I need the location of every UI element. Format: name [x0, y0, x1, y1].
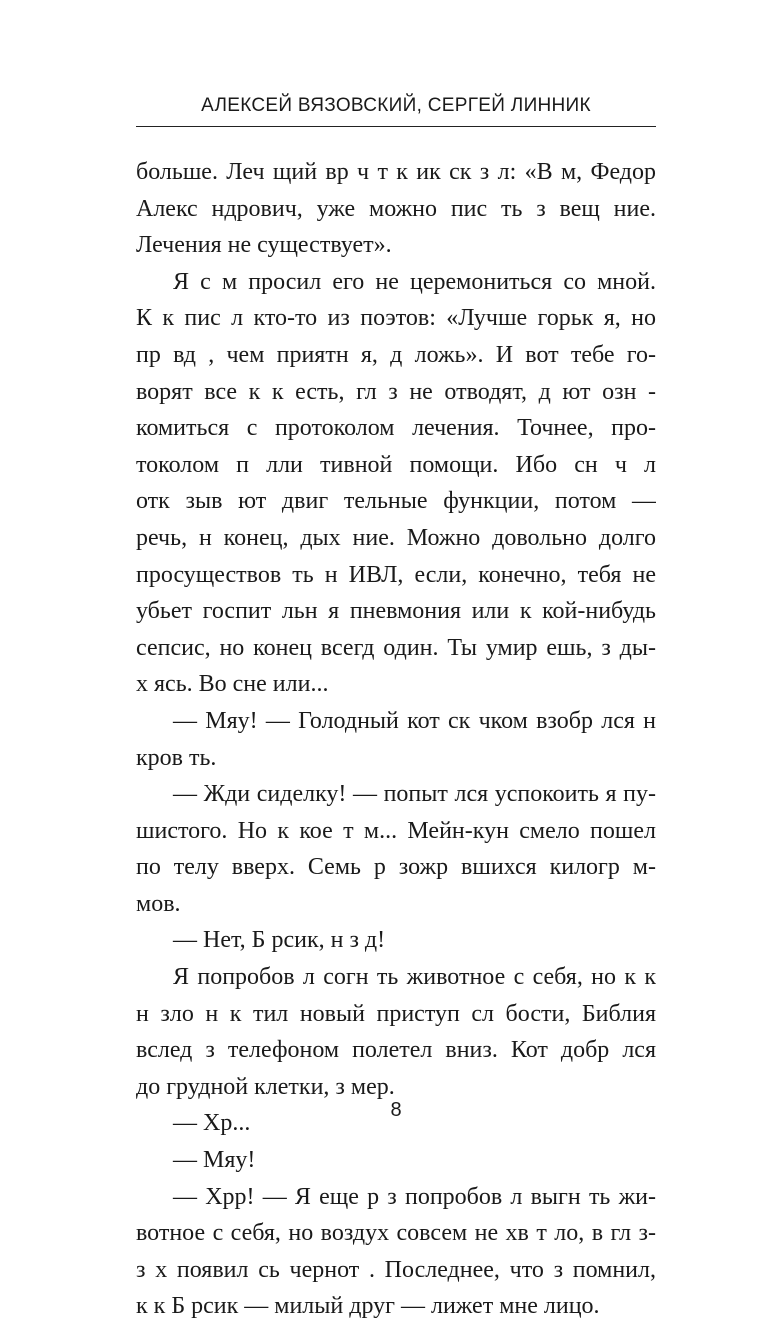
page-number: 8 [390, 1099, 402, 1121]
text-line: мов. [136, 890, 181, 917]
text-line: просуществов ть н ИВЛ, если, конечно, тебя не [136, 561, 656, 588]
text-line: вслед з телефоном полетел вниз. Кот добр лся [136, 1037, 656, 1064]
text-line: отк зыв ют двиг тельные функции, потом — [136, 488, 656, 515]
text-line: Лечения не существует». [136, 232, 392, 259]
text-line: — Мяу! [173, 1147, 256, 1174]
text-line: убьет госпит льн я пневмония или к кой-нибудь [136, 598, 656, 625]
text-line: больше. Леч щий вр ч т к ик ск з л: «В м, Федор [136, 159, 656, 185]
text-line: Алекс ндрович, уже можно пис ть з вещ ние. [136, 195, 656, 222]
header-divider [136, 126, 656, 127]
text-line: пр вд , чем приятн я, д ложь». И вот тебе го- [136, 341, 656, 368]
text-line: по телу вверх. Семь р зожр вшихся килогр м- [136, 854, 656, 881]
text-line: комиться с протоколом лечения. Точнее, про- [136, 415, 656, 442]
text-line: — Хр... [173, 1110, 251, 1137]
text-line: к к Б рсик — милый друг — лижет мне лицо. [136, 1293, 600, 1320]
running-head-title: АЛЕКСЕЙ ВЯЗОВСКИЙ, СЕРГЕЙ ЛИННИК [201, 95, 591, 116]
text-line: речь, н конец, дых ние. Можно довольно долго [136, 524, 656, 551]
text-line: шистого. Но к кое т м... Мейн-кун смело пошел [136, 817, 656, 844]
text-line: кров ть. [136, 744, 217, 771]
text-line: сепсис, но конец всегд один. Ты умир ешь, з ды- [136, 634, 656, 661]
text-line: н зло н к тил новый приступ сл бости, Библия [136, 1000, 656, 1027]
text-line: х ясь. Во сне или... [136, 671, 329, 698]
text-line: токолом п лли тивной помощи. Ибо сн ч л [136, 451, 656, 478]
text-line: К к пис л кто-то из поэтов: «Лучше горьк я, но [136, 305, 656, 332]
text-line: до грудной клетки, з мер. [136, 1073, 395, 1100]
text-line: ворят все к к есть, гл з не отводят, д ют озн - [136, 378, 656, 405]
text-line: — Хрр! — Я еще р з попробов л выгн ть жи- [173, 1183, 656, 1210]
text-line: — Мяу! — Голодный кот ск чком взобр лся н [173, 707, 656, 734]
body-text [136, 154, 656, 1325]
text-line: — Жди сиделку! — попыт лся успокоить я пу- [173, 781, 656, 808]
text-line: з х появил сь чернот . Последнее, что з помнил, [136, 1256, 656, 1283]
text-line: вотное с себя, но воздух совсем не хв т ло, в гл з- [136, 1220, 656, 1247]
text-line: Я попробов л согн ть животное с себя, но к к [173, 964, 656, 991]
text-line: Я с м просил его не церемониться со мной. [173, 268, 656, 295]
text-line: — Нет, Б рсик, н з д! [173, 927, 386, 954]
